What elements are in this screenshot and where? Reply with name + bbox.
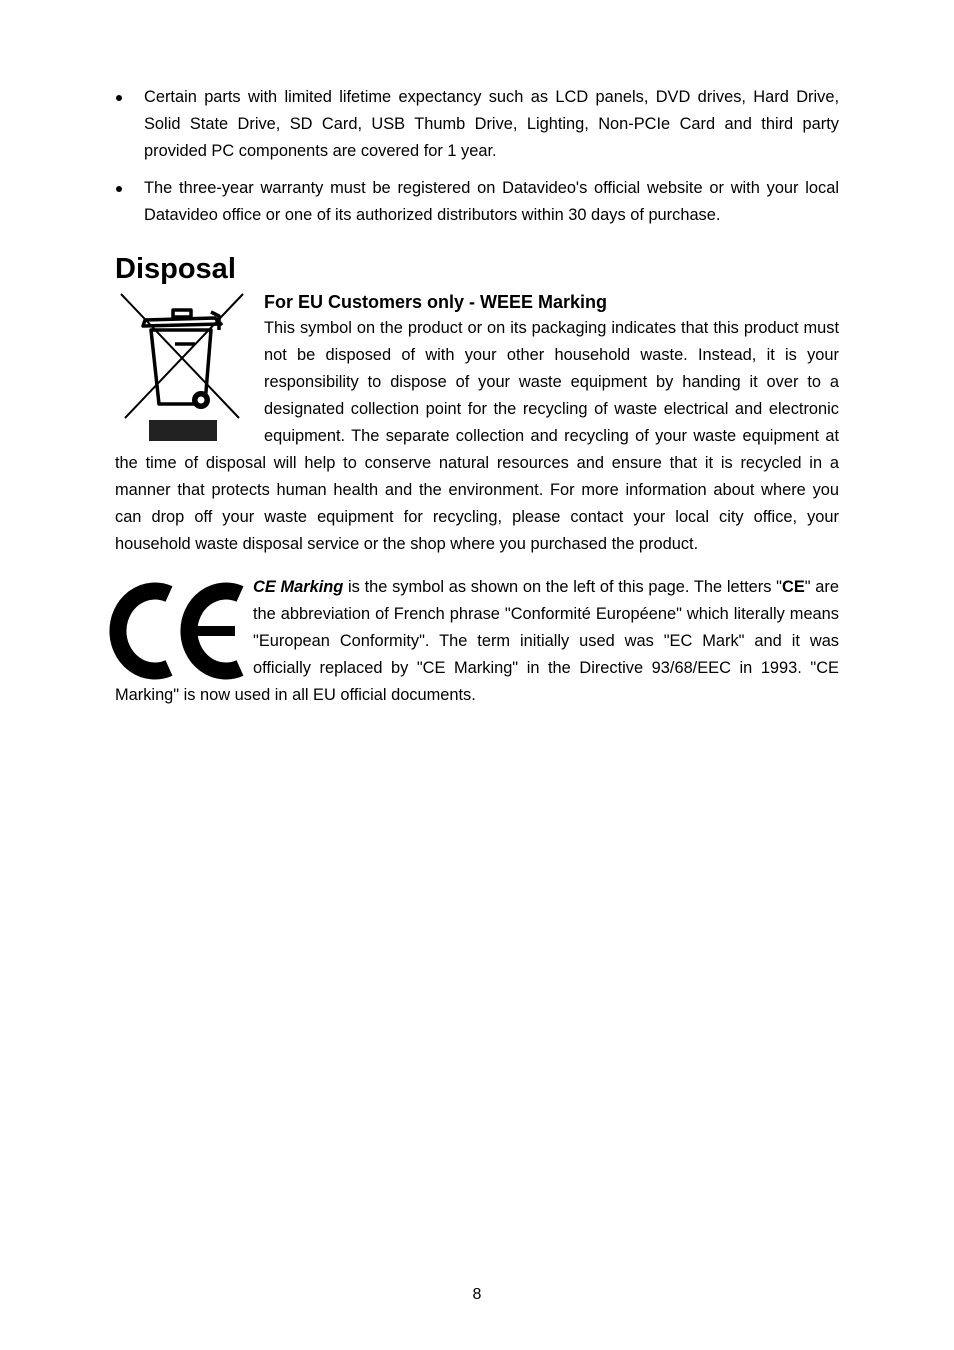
crossed-out-wheelie-bin-icon <box>115 292 249 447</box>
weee-title: For EU Customers only - WEEE Marking <box>264 292 608 312</box>
ce-lead: CE Marking <box>253 578 344 596</box>
ce-text-part-2: " are the abbreviation of French phrase "Conformité Européene" which literally means "European Conformity". The term initially used was "EC Mark" and it was officially replaced by "CE Marking" in the Directive 93/68/EEC in 1993. "CE Marking" is now used in all EU official documents. <box>115 578 840 704</box>
warranty-bullet-list <box>115 84 839 229</box>
ce-text-part-1: is the symbol as shown on the left of this page. The letters " <box>343 578 782 596</box>
disposal-heading: Disposal <box>115 253 236 285</box>
page-number: 8 <box>472 1286 482 1303</box>
ce-mark-icon <box>107 580 245 682</box>
ce-section <box>115 574 839 709</box>
bullet-dot-icon <box>116 186 122 192</box>
bullet-item <box>115 84 839 165</box>
bullet-item <box>115 175 839 229</box>
weee-text: This symbol on the product or on its packaging indicates that this product must not be disposed of with your other household waste. Instead, it is your responsibility to dispose of your waste equipment by handing it over to a designated collection point for the recycling of waste electrical and electronic equipment. The separate collection and recycling of your waste equipment at the time of disposal will help to conserve natural resources and ensure that it is recycled in a manner that protects human health and the environment. For more information about where you can drop off your waste equipment for recycling, please contact your local city office, your household waste disposal service or the shop where you purchased the product. <box>115 319 839 553</box>
page-body <box>115 84 839 709</box>
bullet-text: The three-year warranty must be registered on Datavideo's official website or with your local Datavideo office or one of its authorized distributors within 30 days of purchase. <box>144 179 839 224</box>
ce-strong: CE <box>782 578 805 596</box>
bullet-text: Certain parts with limited lifetime expectancy such as LCD panels, DVD drives, Hard Drive, Solid State Drive, SD Card, USB Thumb Drive, Lighting, Non-PCIe Card and third party provided PC components are covered for 1 year. <box>144 88 839 160</box>
weee-section <box>115 290 839 558</box>
bullet-dot-icon <box>116 95 122 101</box>
